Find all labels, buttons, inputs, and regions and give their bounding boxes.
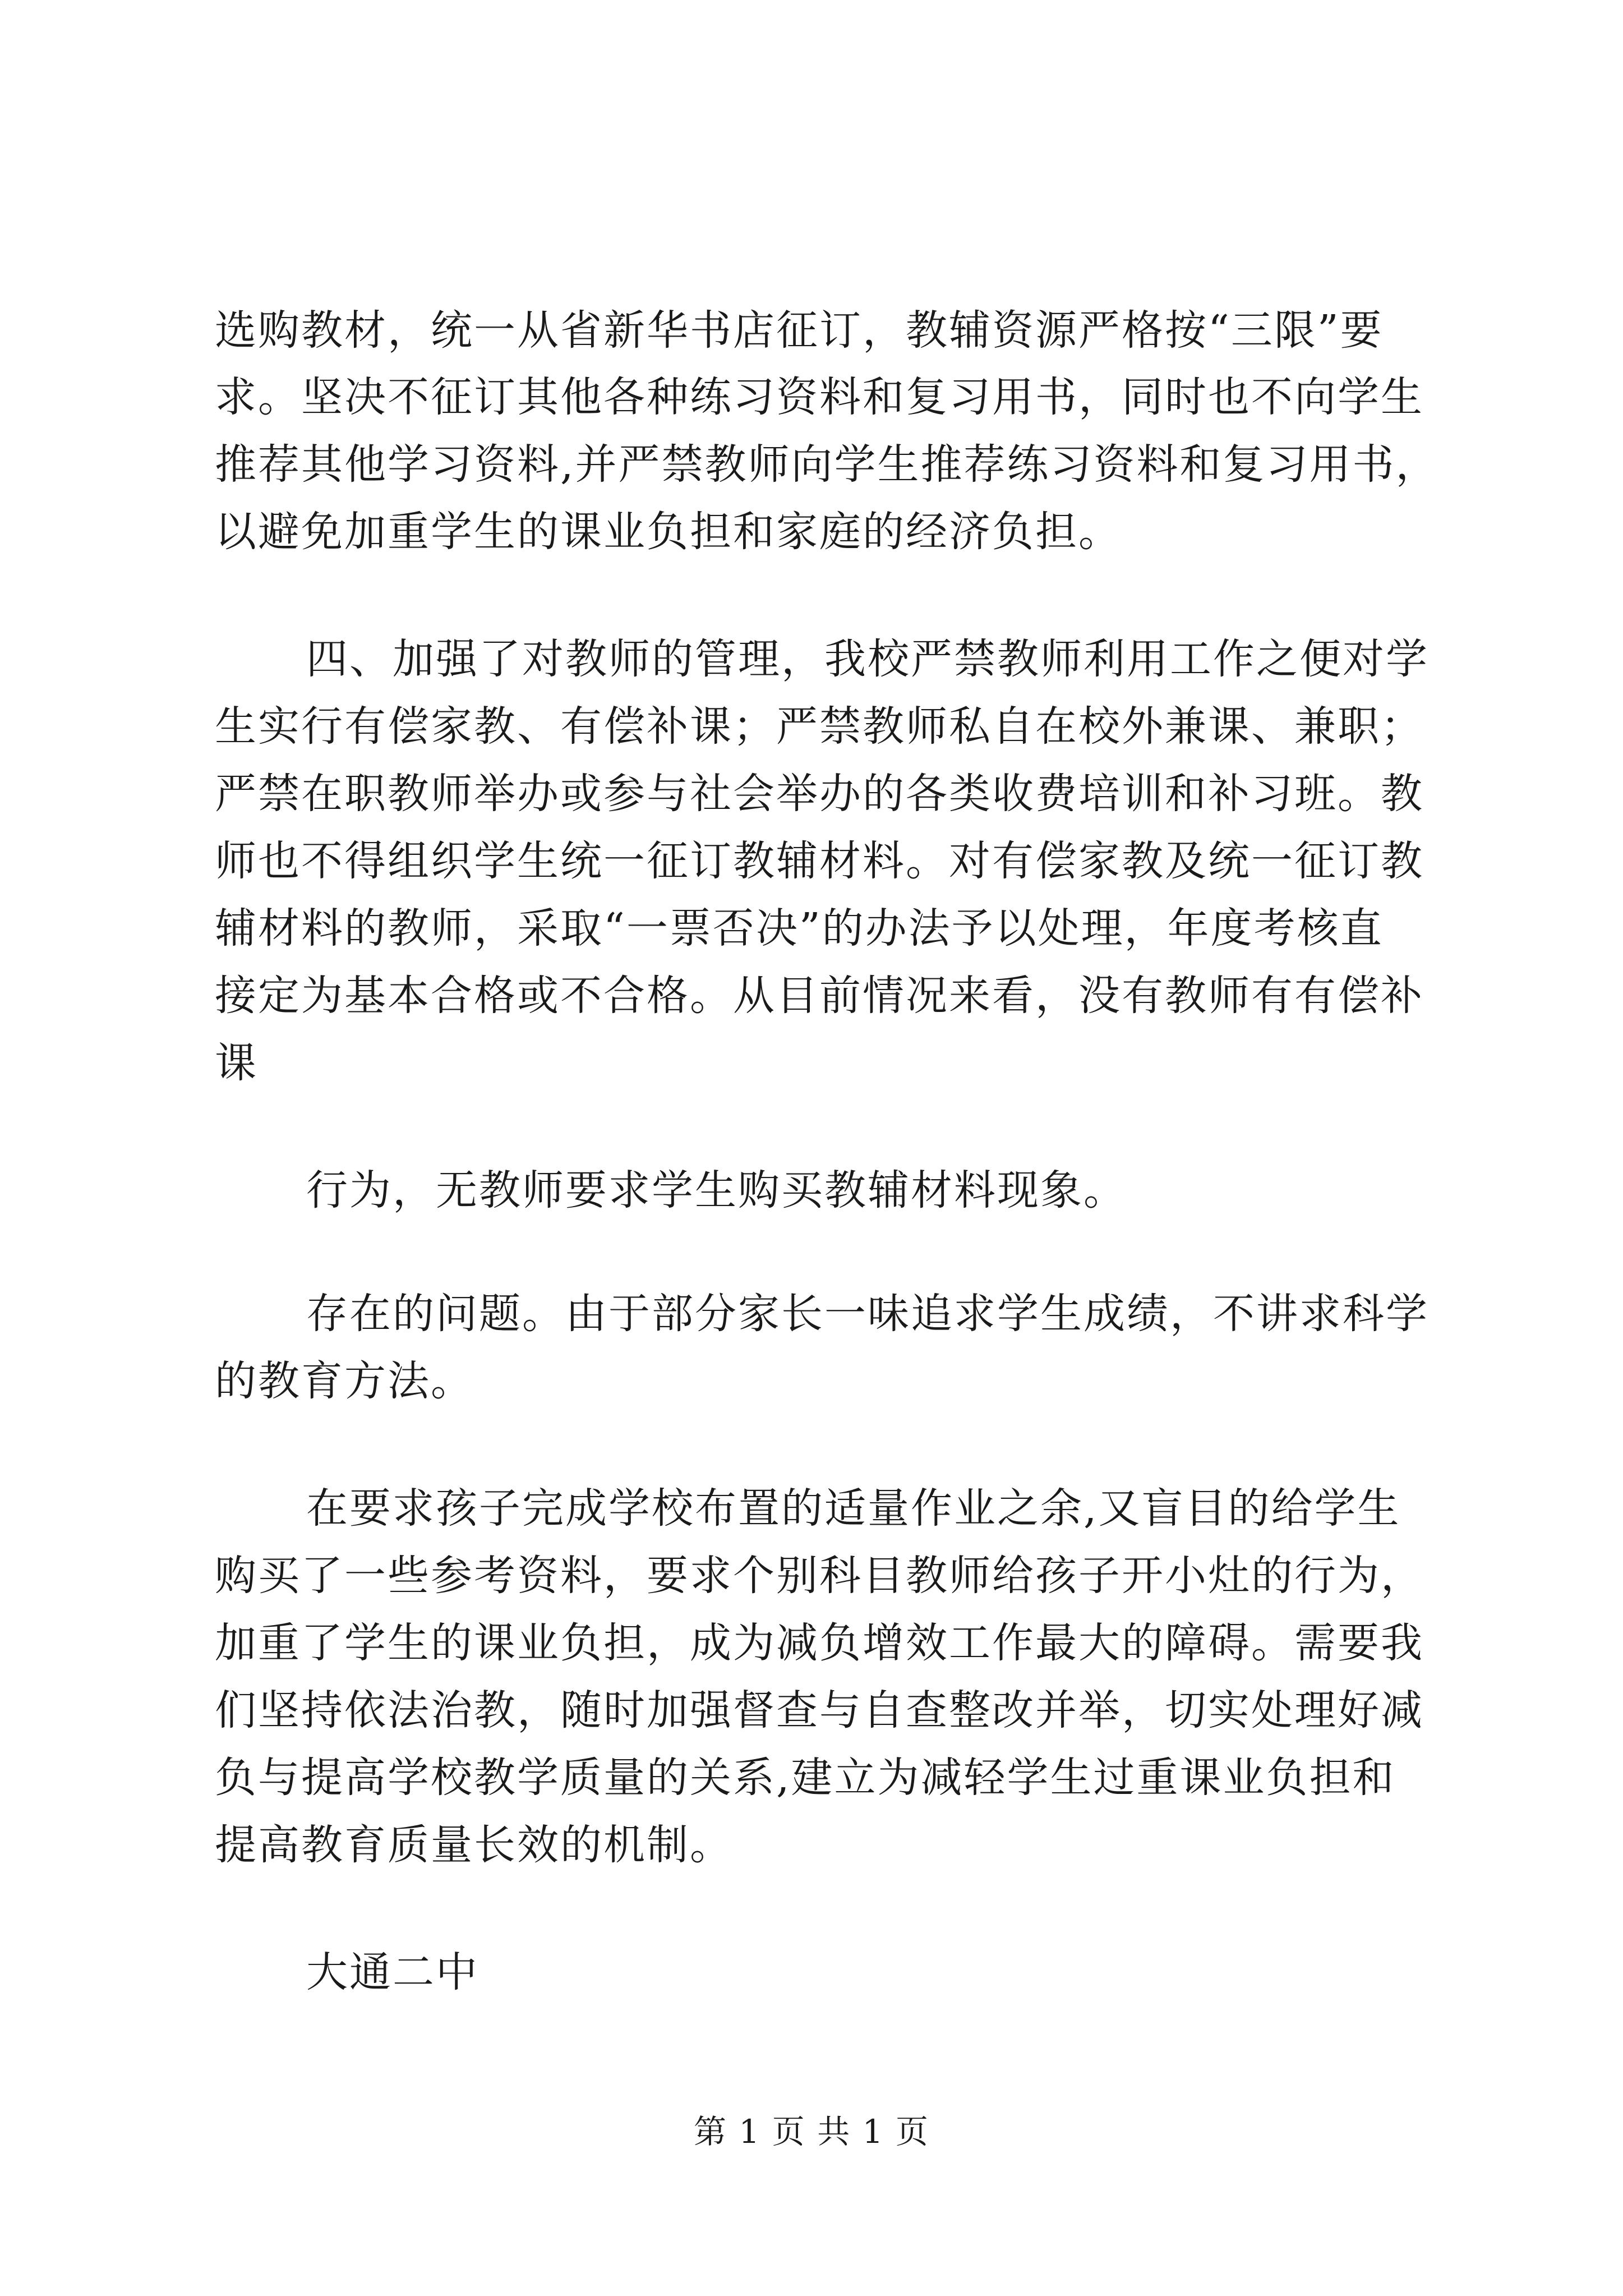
paragraph-line: 推荐其他学习资料,并严禁教师向学生推荐练习资料和复习用书， — [215, 440, 1439, 489]
paragraph-line: 辅材料的教师，采取“一票否决”的办法予以处理，年度考核直 — [215, 904, 1384, 953]
paragraph-line: 在要求孩子完成学校布置的适量作业之余,又盲目的给学生 — [306, 1484, 1401, 1533]
paragraph-line: 购买了一些参考资料，要求个别科目教师给孩子开小灶的行为， — [215, 1552, 1424, 1600]
paragraph-line: 生实行有偿家教、有偿补课；严禁教师私自在校外兼课、兼职； — [215, 702, 1424, 751]
paragraph-line: 选购教材，统一从省新华书店征订，教辅资源严格按“三限”要 — [215, 306, 1384, 355]
signature-line: 大通二中 — [306, 1948, 479, 1996]
paragraph-line: 四、加强了对教师的管理，我校严禁教师利用工作之便对学 — [306, 635, 1429, 683]
paragraph-line: 课 — [215, 1039, 258, 1087]
paragraph-line: 负与提高学校教学质量的关系,建立为减轻学生过重课业负担和 — [215, 1754, 1396, 1802]
paragraph-line: 提高教育质量长效的机制。 — [215, 1821, 733, 1869]
paragraph-line: 的教育方法。 — [215, 1357, 474, 1405]
paragraph-line: 们坚持依法治教，随时加强督查与自查整改并举，切实处理好减 — [215, 1686, 1424, 1734]
paragraph-line: 严禁在职教师举办或参与社会举办的各类收费培训和补习班。教 — [215, 770, 1424, 818]
paragraph-line: 以避免加重学生的课业负担和家庭的经济负担。 — [215, 508, 1122, 556]
paragraph-line: 求。坚决不征订其他各种练习资料和复习用书，同时也不向学生 — [215, 373, 1424, 421]
paragraph-line: 行为，无教师要求学生购买教辅材料现象。 — [306, 1166, 1127, 1214]
paragraph-line: 师也不得组织学生统一征订教辅材料。对有偿家教及统一征订教 — [215, 837, 1424, 885]
paragraph-line: 加重了学生的课业负担，成为减负增效工作最大的障碍。需要我 — [215, 1619, 1424, 1667]
paragraph-line: 存在的问题。由于部分家长一味追求学生成绩，不讲求科学 — [306, 1290, 1429, 1338]
page-number-footer: 第 1 页 共 1 页 — [694, 2113, 929, 2151]
paragraph-line: 接定为基本合格或不合格。从目前情况来看，没有教师有有偿补 — [215, 972, 1424, 1020]
